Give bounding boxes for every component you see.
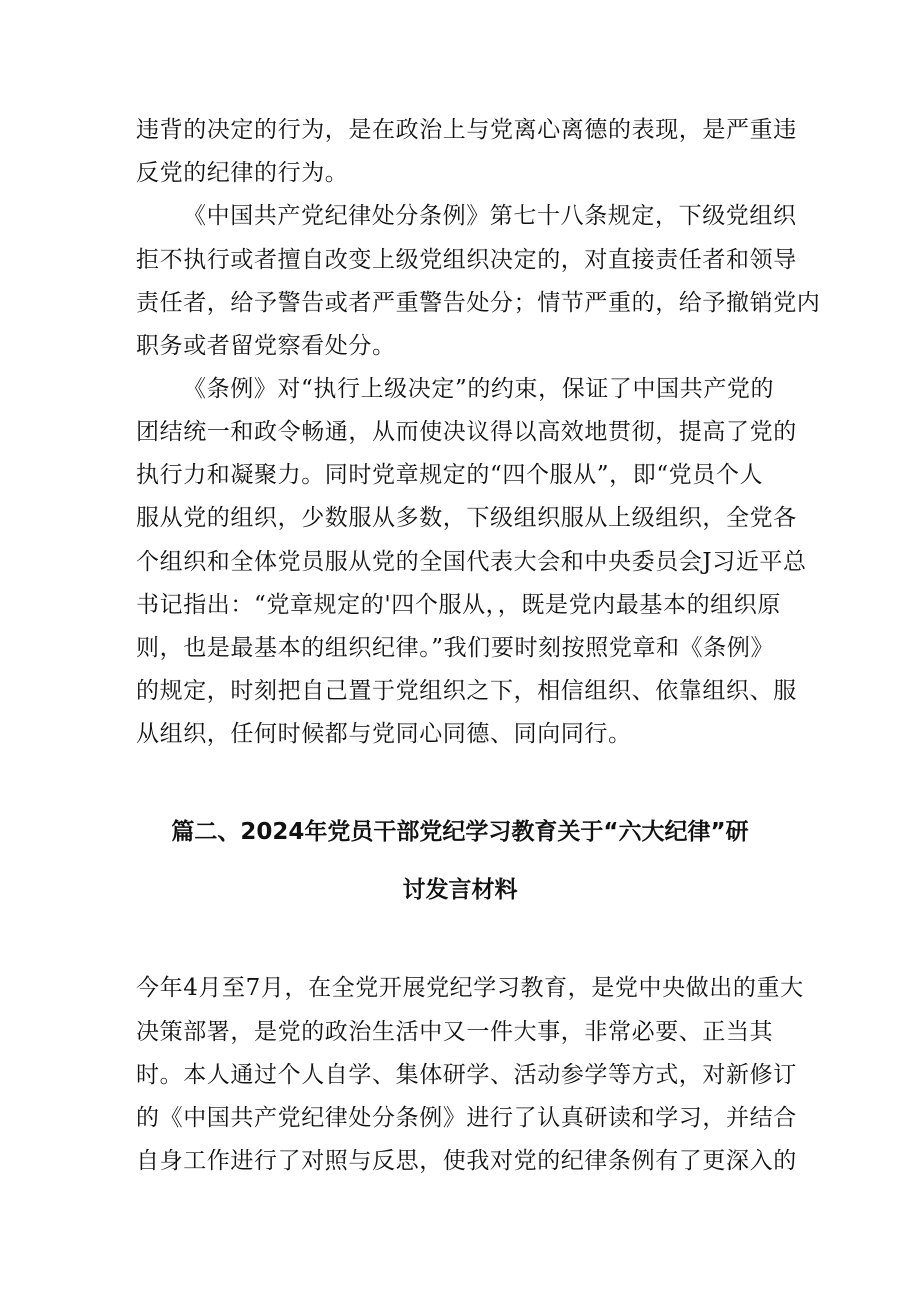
paragraph-3-line-2: 团结统一和政令畅通，从而使决议得以高效地贯彻，提高了党的 (136, 419, 797, 445)
paragraph-2-line-4: 职务或者留党察看处分。 (136, 333, 396, 359)
paragraph-1-line-2: 反党的纪律的行为。 (136, 160, 349, 186)
paragraph-4-line-4: 的《中国共产党纪律处分条例》进行了认真研读和学习，并结合 (136, 1105, 797, 1131)
paragraph-4-line-2: 决策部署，是党的政治生活中又一件大事，非常必要、正当其 (136, 1019, 774, 1045)
paragraph-2-line-2: 拒不执行或者擅自改变上级党组织决定的，对直接责任者和领导 (136, 247, 797, 273)
paragraph-2-line-1: 《中国共产党纪律处分条例》第七十八条规定，下级党组织 (183, 203, 797, 229)
paragraph-3-line-7: 则，也是最基本的组织纪律。”我们要时刻按照党章和《条例》 (136, 635, 775, 661)
paragraph-2-line-3: 责任者，给予警告或者严重警告处分；情节严重的，给予撤销党内 (136, 290, 821, 316)
paragraph-3-line-3: 执行力和凝聚力。同时党章规定的“四个服从”，即“党员个人 (136, 462, 764, 488)
paragraph-1-line-1: 违背的决定的行为，是在政治上与党离心离德的表现，是严重违 (136, 117, 797, 143)
paragraph-3-line-9: 从组织，任何时候都与党同心同德、同向同行。 (136, 721, 632, 747)
paragraph-4-line-1: 今年4月至7月，在全党开展党纪学习教育，是党中央做出的重大 (136, 975, 804, 1001)
paragraph-3-line-6: 书记指出：“党章规定的'四个服从，，既是党内最基本的组织原 (136, 592, 781, 618)
section-heading-line-2: 讨发言材料 (402, 877, 518, 903)
section-heading-line-1: 篇二、2024年党员干部党纪学习教育关于“六大纪律”研 (171, 819, 749, 845)
paragraph-3-line-1: 《条例》对“执行上级决定”的约束，保证了中国共产党的 (183, 376, 775, 402)
paragraph-3-line-8: 的规定，时刻把自己置于党组织之下，相信组织、依靠组织、服 (136, 678, 797, 704)
paragraph-3-line-5: 个组织和全体党员服从党的全国代表大会和中央委员会J习近平总 (136, 549, 807, 575)
paragraph-3-line-4: 服从党的组织，少数服从多数，下级组织服从上级组织，全党各 (136, 505, 797, 531)
paragraph-4-line-3: 时。本人通过个人自学、集体研学、活动参学等方式，对新修订 (136, 1062, 797, 1088)
paragraph-4-line-5: 自身工作进行了对照与反思，使我对党的纪律条例有了更深入的 (136, 1148, 797, 1174)
